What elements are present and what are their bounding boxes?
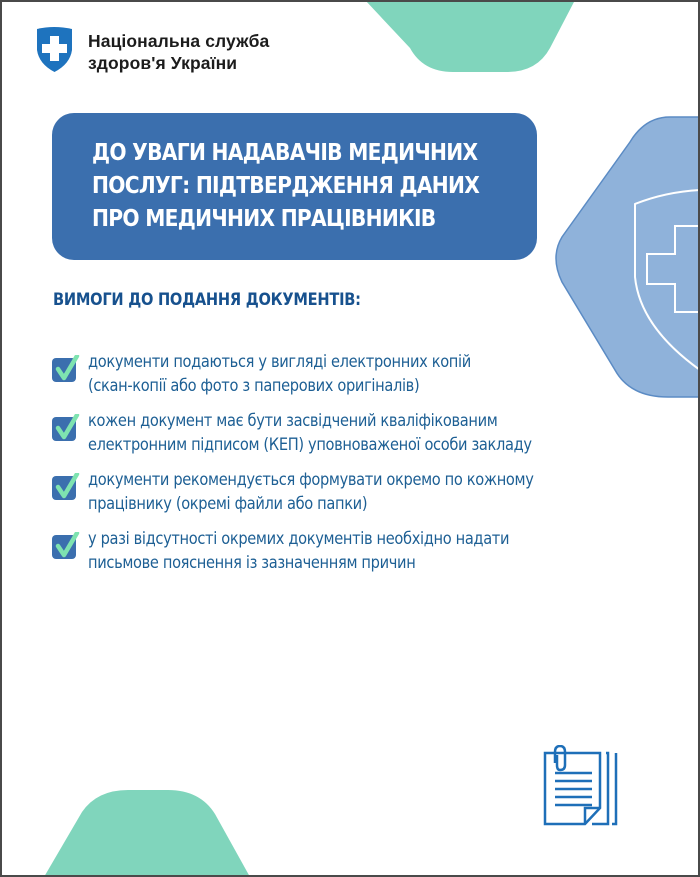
checkbox-checked-icon — [52, 355, 80, 383]
requirements-list — [52, 350, 606, 586]
checkbox-checked-icon — [52, 473, 80, 501]
title-line-1: ДО УВАГИ НАДАВАЧІВ МЕДИЧНИХ — [92, 140, 478, 166]
org-name-line2: здоров'я України — [88, 53, 238, 73]
checkbox-checked-icon — [52, 414, 80, 442]
title-card — [52, 113, 537, 260]
list-item — [52, 350, 606, 398]
title-line-3: ПРО МЕДИЧНИХ ПРАЦІВНИКІВ — [92, 206, 436, 232]
list-item — [52, 527, 606, 575]
requirements-heading: ВИМОГИ ДО ПОДАННЯ ДОКУМЕНТІВ: — [53, 290, 361, 310]
requirement-text-1b: (скан-копії або фото з паперових оригіналів) — [88, 376, 420, 396]
org-logo — [35, 26, 269, 74]
requirement-text-2a: кожен документ має бути засвідчений кваліфікованим — [88, 411, 498, 431]
mint-hexagon-bottom — [40, 790, 255, 877]
requirement-text-4b: письмове пояснення із зазначенням причин — [88, 553, 416, 573]
list-item — [52, 468, 606, 516]
requirement-text-3a: документи рекомендується формувати окремо по кожному — [88, 470, 534, 490]
requirement-text-3b: працівнику (окремі файли або папки) — [88, 494, 368, 514]
requirement-text-2b: електронним підписом (КЕП) уповноваженої особи закладу — [88, 435, 532, 455]
requirement-text-4a: у разі відсутності окремих документів необхідно надати — [88, 529, 510, 549]
requirement-text-1a: документи подаються у вигляді електронних копій — [88, 352, 471, 372]
checkbox-checked-icon — [52, 532, 80, 560]
mint-hexagon-top — [365, 0, 580, 75]
document-stack-icon — [540, 745, 625, 840]
org-name-line1: Національна служба — [88, 31, 270, 51]
shield-cross-icon — [35, 26, 74, 73]
list-item — [52, 409, 606, 457]
title-line-2: ПОСЛУГ: ПІДТВЕРДЖЕННЯ ДАНИХ — [92, 173, 480, 199]
